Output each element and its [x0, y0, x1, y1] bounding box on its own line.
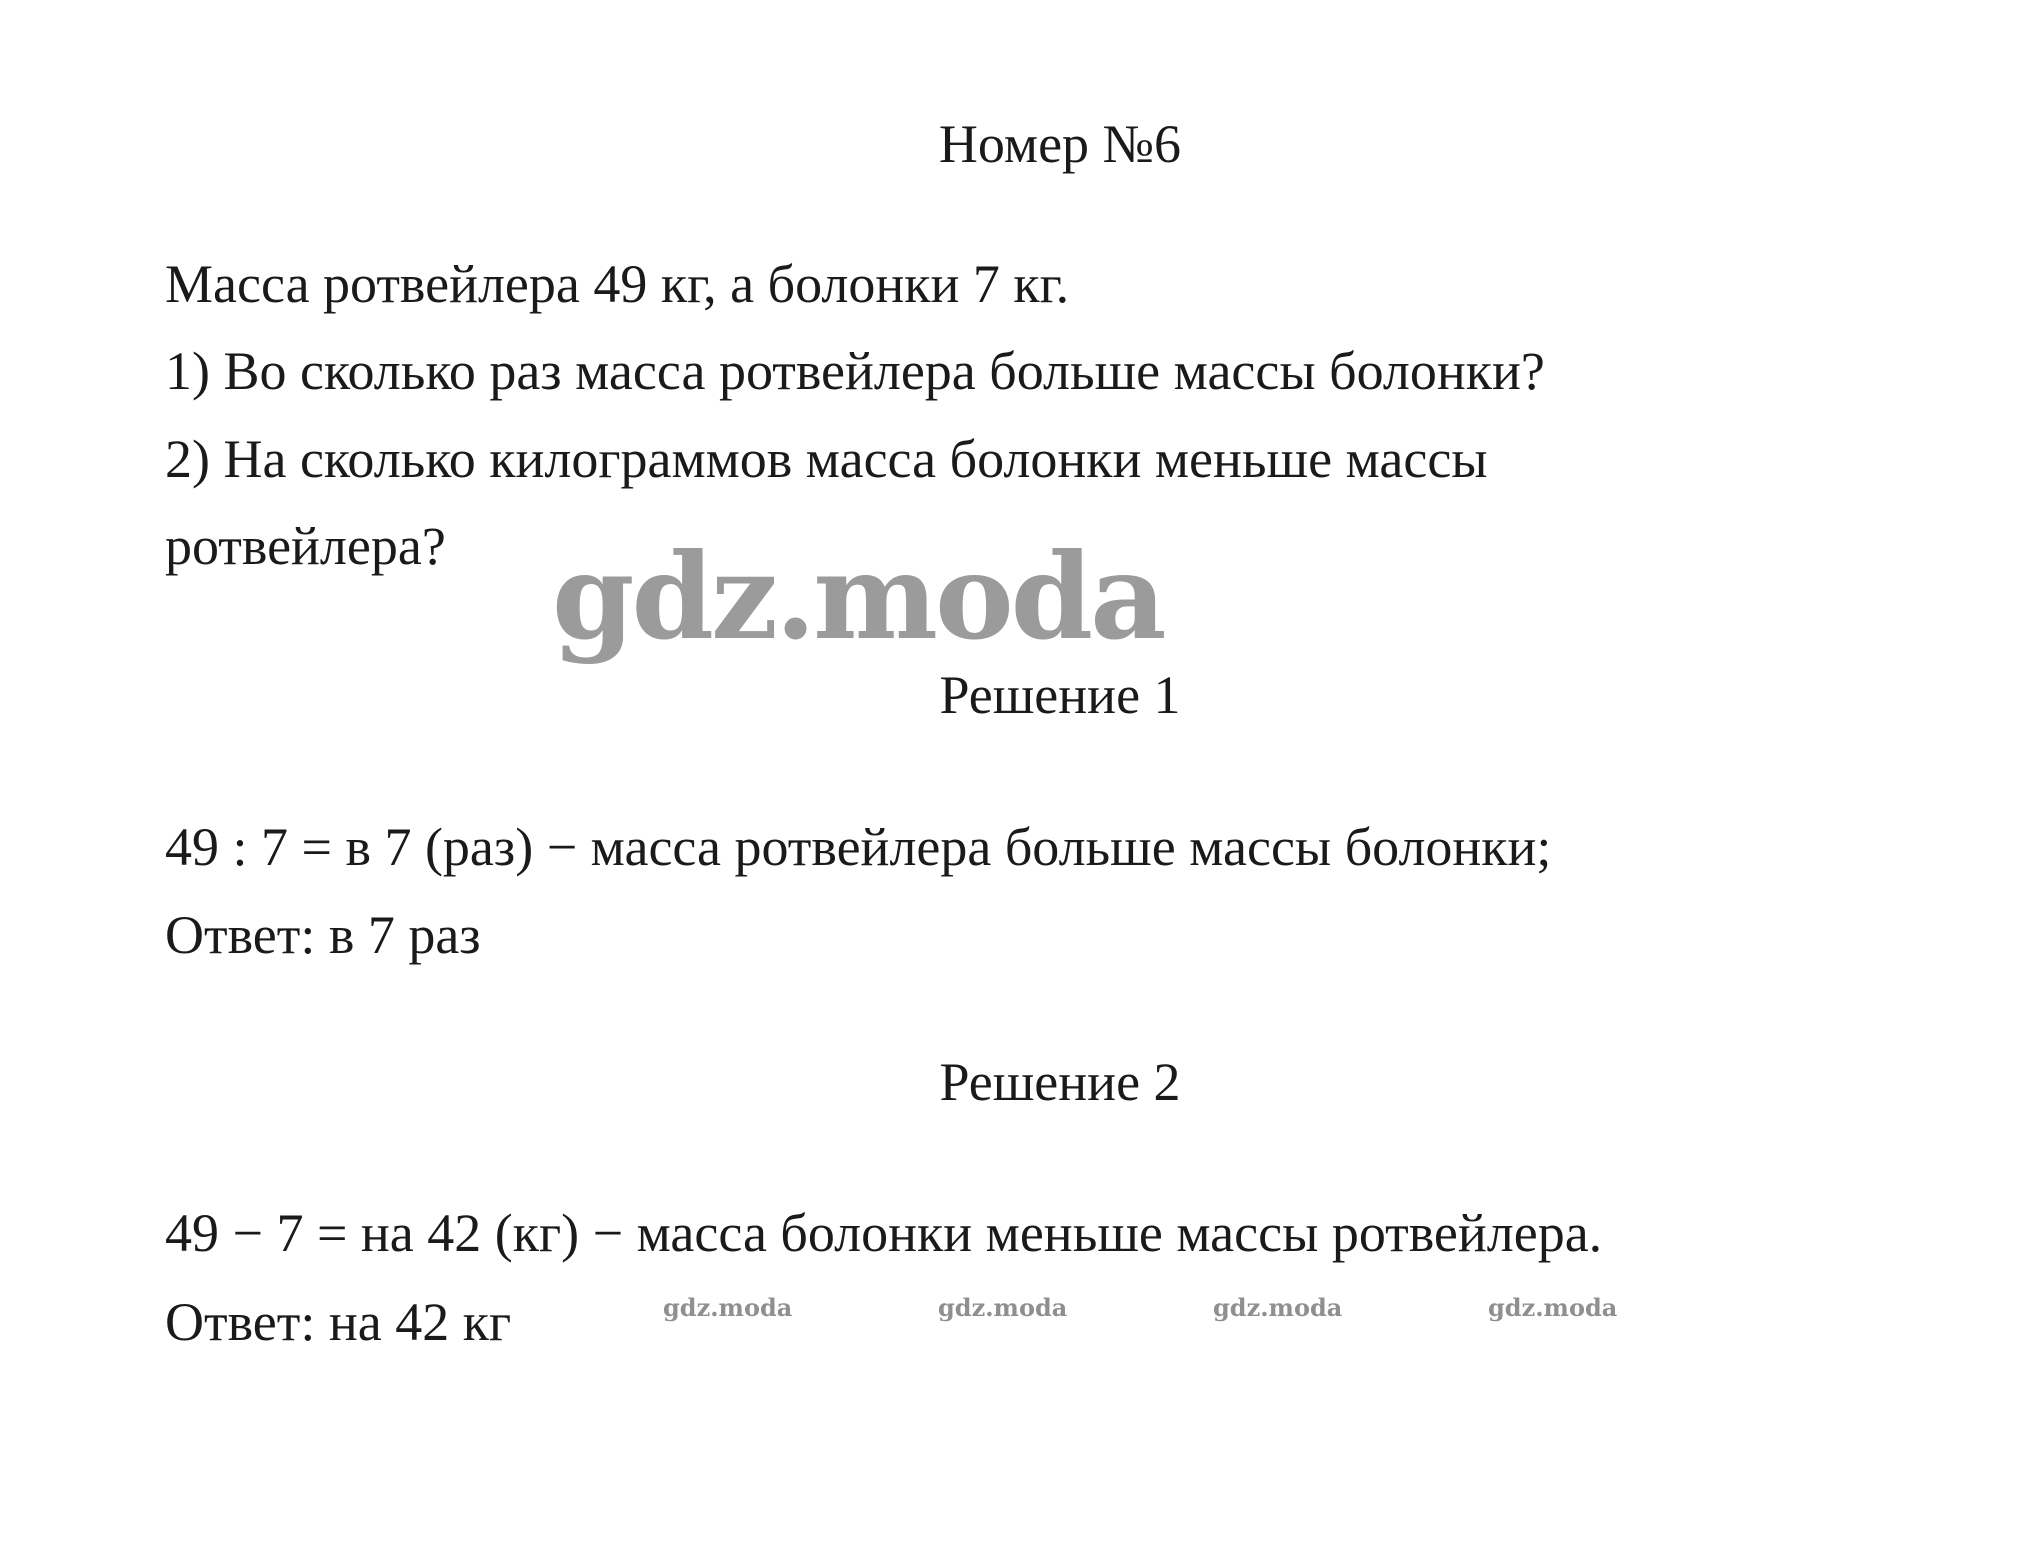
problem-statement: Масса ротвейлера 49 кг, а болонки 7 кг.: [165, 254, 1070, 314]
solution-1-answer: Ответ: в 7 раз: [165, 905, 481, 965]
solution-1-heading: Решение 1: [939, 665, 1181, 725]
solution-1-calculation: 49 : 7 = в 7 (раз) − масса ротвейлера больше массы болонки;: [165, 817, 1552, 877]
question-2-line-2: ротвейлера?: [165, 516, 446, 576]
solution-2-heading: Решение 2: [939, 1052, 1181, 1112]
watermark-small: gdz.moda: [938, 1293, 1068, 1322]
watermark-small: gdz.moda: [1488, 1293, 1618, 1322]
question-2-line-1: 2) На сколько килограммов масса болонки меньше массы: [165, 429, 1488, 489]
solution-2-calculation: 49 − 7 = на 42 (кг) − масса болонки меньше массы ротвейлера.: [165, 1203, 1603, 1263]
solution-2-answer: Ответ: на 42 кг: [165, 1292, 512, 1352]
watermark-main: gdz.moda: [552, 527, 1164, 666]
watermark-small: gdz.moda: [663, 1293, 793, 1322]
page-title: Номер №6: [938, 114, 1182, 174]
watermark-small: gdz.moda: [1213, 1293, 1343, 1322]
question-1: 1) Во сколько раз масса ротвейлера больше массы болонки?: [165, 341, 1545, 401]
